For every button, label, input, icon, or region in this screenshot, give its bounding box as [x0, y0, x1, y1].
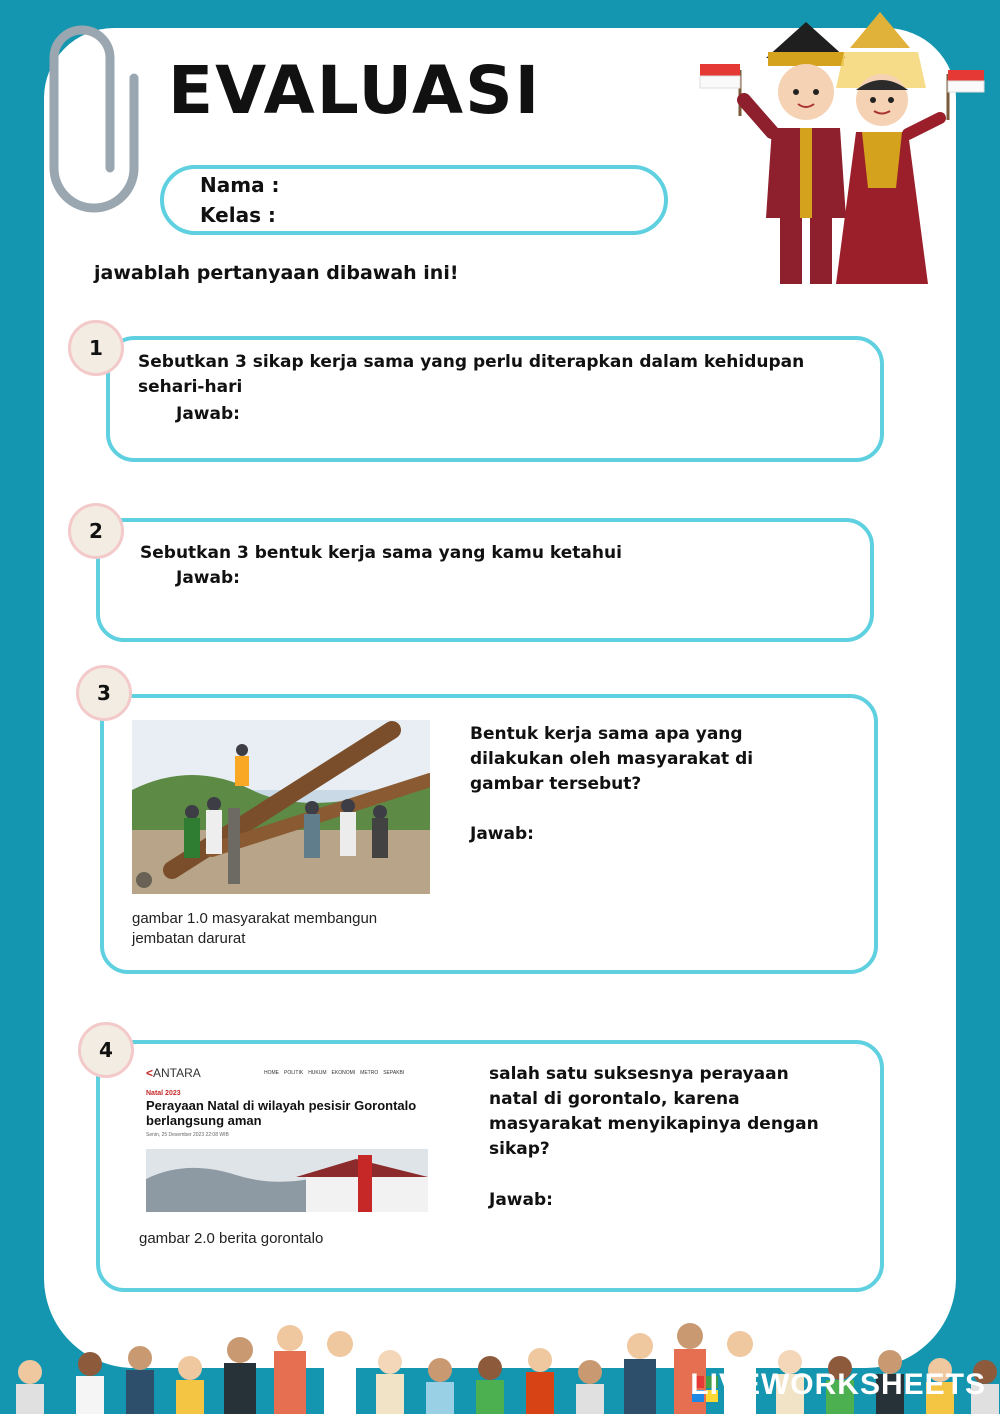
news-nav-item: SEPAKBI [383, 1070, 405, 1076]
question-2-number: 2 [68, 503, 124, 559]
question-1-number: 1 [68, 320, 124, 376]
news-nav-item: EKONOMI [331, 1070, 356, 1076]
identity-box [160, 165, 668, 235]
question-2-answer-label: Jawab: [176, 568, 240, 588]
question-3-number: 3 [76, 665, 132, 721]
question-4-answer-label: Jawab: [489, 1190, 553, 1210]
news-nav-item: HUKUM [308, 1070, 327, 1076]
name-label: Nama : [200, 173, 280, 197]
question-4-caption: gambar 2.0 berita gorontalo [139, 1230, 324, 1247]
news-category: Natal 2023 [146, 1090, 181, 1097]
news-nav [264, 1070, 404, 1076]
question-1-text: Sebutkan 3 sikap kerja sama yang perlu diterapkan dalam kehidupan sehari-hari [138, 352, 805, 397]
news-photo [146, 1149, 428, 1212]
page-title: EVALUASI [168, 52, 542, 129]
watermark-text: LIVEWORKSHEETS [690, 1368, 986, 1401]
question-1-answer-label: Jawab: [176, 404, 240, 424]
question-3-answer-label: Jawab: [470, 824, 534, 844]
paperclip-icon [40, 18, 150, 218]
news-nav-item: POLITIK [284, 1070, 304, 1076]
question-4-text: salah satu suksesnya perayaan natal di gorontalo, karena masyarakat menyikapinya dengan sikap? [489, 1064, 819, 1159]
news-headline: Perayaan Natal di wilayah pesisir Gorontalo berlangsung aman [146, 1098, 417, 1128]
news-date: Senin, 25 Desember 2023 22:08 WIB [146, 1132, 229, 1138]
news-screenshot [144, 1064, 434, 1214]
question-2-text: Sebutkan 3 bentuk kerja sama yang kamu ketahui [140, 543, 622, 563]
news-nav-item: HOME [264, 1070, 279, 1076]
instruction-text: jawablah pertanyaan dibawah ini! [94, 262, 459, 284]
news-brand-logo: <ANTARA [146, 1066, 201, 1080]
class-label: Kelas : [200, 203, 276, 227]
question-3-caption: gambar 1.0 masyarakat membangun jembatan darurat [132, 910, 378, 947]
news-brand: ANTARA [153, 1066, 201, 1080]
traditional-couple-illustration [696, 8, 988, 294]
question-3-text: Bentuk kerja sama apa yang dilakukan oleh masyarakat di gambar tersebut? [470, 724, 754, 794]
bridge-building-photo [132, 720, 430, 894]
question-4-number: 4 [78, 1022, 134, 1078]
news-nav-item: METRO [360, 1070, 379, 1076]
